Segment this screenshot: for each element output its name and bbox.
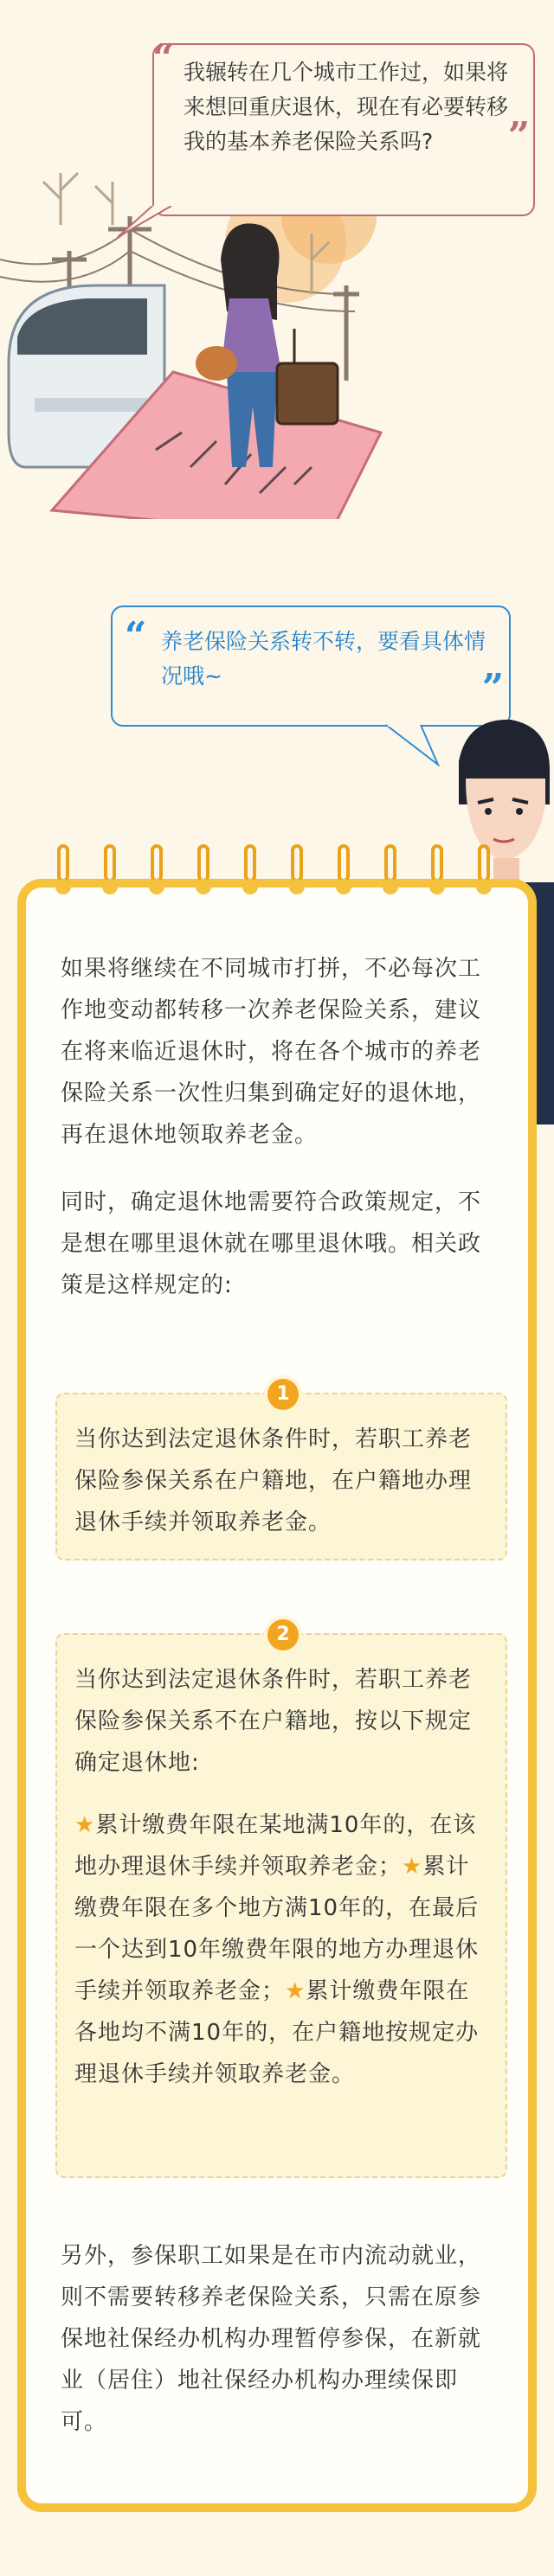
star-icon: ★	[285, 1978, 306, 2004]
open-quote-icon: “	[152, 36, 175, 80]
question-speech-bubble	[152, 36, 535, 216]
ring-hole	[242, 879, 258, 894]
outro-paragraph: 另外，参保职工如果是在市内流动就业，则不需要转移养老保险关系，只需在原参保地社保经办机构办理暂停参保，在新就业（居住）地社保经办机构办理续保即可。	[61, 2243, 482, 2435]
answer-speech-bubble	[111, 606, 511, 727]
close-quote-icon: ”	[507, 114, 530, 158]
rule-2-item-2: 累计缴费年限在多个地方满10年的，在最后一个达到10年缴费年限的地方办理退休手续并领取养老金；	[74, 1854, 480, 2004]
rule-2-intro-text: 当你达到法定退休条件时，若职工养老保险参保关系不在户籍地，按以下规定确定退休地:	[74, 1667, 473, 1776]
ring-icon	[244, 844, 256, 882]
close-quote-icon: ”	[481, 666, 504, 710]
question-bubble-tail	[113, 206, 173, 240]
rule-2-items	[74, 1804, 490, 2095]
ring-hole	[196, 879, 211, 894]
ring-icon	[338, 844, 350, 882]
ring-icon	[104, 844, 116, 882]
intro-paragraph: 如果将继续在不同城市打拼，不必每次工作地变动都转移一次养老保险关系，建议在将来临近退休时，将在各个城市的养老保险关系一次性归集到确定好的退休地，再在退休地领取养老金。	[61, 956, 482, 1148]
question-text: 我辗转在几个城市工作过，如果将来想回重庆退休，现在有必要转移我的基本养老保险关系吗?	[184, 60, 509, 154]
ring-hole	[336, 879, 351, 894]
ring-icon	[431, 844, 443, 882]
rule-2-item-1: 累计缴费年限在某地满10年的，在该地办理退休手续并领取养老金；	[74, 1812, 477, 1880]
open-quote-icon: “	[125, 614, 147, 658]
rule-2-box	[55, 1624, 507, 2178]
ring-icon	[384, 844, 396, 882]
policy-notebook-card	[17, 879, 537, 2512]
ring-hole	[383, 879, 398, 894]
rule-1-box	[55, 1383, 507, 1560]
ring-hole	[149, 879, 164, 894]
ring-hole	[429, 879, 445, 894]
ring-icon	[291, 844, 303, 882]
answer-text: 养老保险关系转不转，要看具体情况哦~	[161, 629, 486, 689]
ring-icon	[197, 844, 209, 882]
rule-1-number-badge: 1	[267, 1379, 299, 1410]
star-icon: ★	[402, 1854, 423, 1880]
policy-intro-paragraph: 同时，确定退休地需要符合政策规定，不是想在哪里退休就在哪里退休哦。相关政策是这样规定的:	[61, 1189, 482, 1298]
ring-hole	[55, 879, 71, 894]
rule-2-item-3: 累计缴费年限在各地均不满10年的，在户籍地按规定办理退休手续并领取养老金。	[74, 1978, 480, 2087]
rule-2-number-badge: 2	[267, 1619, 299, 1650]
star-icon: ★	[74, 1812, 96, 1838]
ring-hole	[289, 879, 305, 894]
rule-1-text: 当你达到法定退休条件时，若职工养老保险参保关系在户籍地，在户籍地办理退休手续并领取养老金。	[74, 1426, 473, 1535]
ring-hole	[102, 879, 118, 894]
traveler-illustration	[0, 0, 554, 519]
ring-hole	[476, 879, 492, 894]
ring-icon	[151, 844, 163, 882]
ring-icon	[478, 844, 490, 882]
ring-icon	[57, 844, 69, 882]
notebook-rings	[43, 844, 545, 896]
